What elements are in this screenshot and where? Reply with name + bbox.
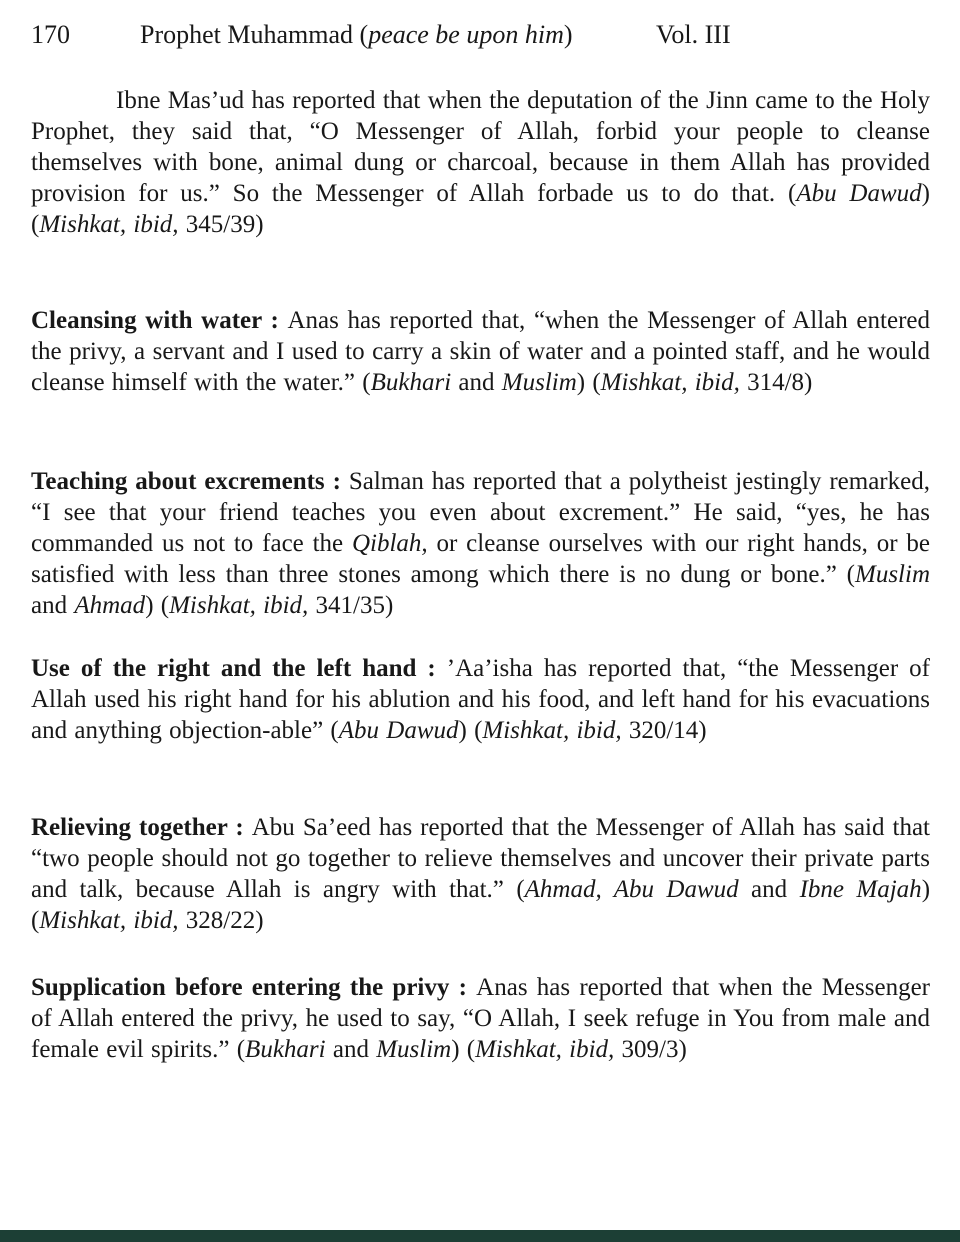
running-title: Prophet Muhammad (peace be upon him) bbox=[140, 20, 573, 49]
volume-label: Vol. III bbox=[656, 20, 731, 49]
paragraph-jinn-deputation: Ibne Mas’ud has reported that when the deputation of the Jinn came to the Holy Prophet, they said that, “O Messenger of Allah, forbid your people to cleanse themselves with bone, animal dung or charcoal, because in them Allah has provided provision for us.” So the Messenger of Allah forbade us to do that. (Abu Dawud) (Mishkat, ibid, 345/39) bbox=[31, 87, 930, 238]
scan-bottom-strip bbox=[0, 1230, 960, 1242]
paragraph-cleansing-with-water: Cleansing with water : Anas has reported that, “when the Messenger of Allah entered the privy, a servant and I used to carry a skin of water and a pointed staff, and he would cleanse himself with the water.” (Bukhari and Muslim) (Mishkat, ibid, 314/8) bbox=[31, 307, 930, 396]
paragraph-teaching-about-excrements: Teaching about excrements : Salman has reported that a polytheist jestingly remarked, “I see that your friend teaches you even about excrement.” He said, “yes, he has commanded us not to face the Qiblah, or cleanse ourselves with our right hands, or be satisfied with less than three stones among which there is no dung or bone.” (Muslim and Ahmad) (Mishkat, ibid, 341/35) bbox=[31, 468, 930, 619]
page-number: 170 bbox=[31, 20, 70, 49]
paragraph-use-of-right-and-left-hand: Use of the right and the left hand : ’Aa’isha has reported that, “the Messenger of Allah used his right hand for his ablution and his food, and left hand for his evacuations and anything objection-able” (Abu Dawud) (Mishkat, ibid, 320/14) bbox=[31, 655, 930, 744]
paragraph-relieving-together: Relieving together : Abu Sa’eed has reported that the Messenger of Allah has said that “two people should not go together to relieve themselves and uncover their private parts and talk, because Allah is angry with that.” (Ahmad, Abu Dawud and Ibne Majah) (Mishkat, ibid, 328/22) bbox=[31, 814, 931, 934]
paragraph-supplication-before-entering-privy: Supplication before entering the privy : Anas has reported that when the Messenger of Allah entered the privy, he used to say, “O Allah, I seek refuge in You from male and female evil spirits.” (Bukhari and Muslim) (Mishkat, ibid, 309/3) bbox=[31, 974, 930, 1063]
